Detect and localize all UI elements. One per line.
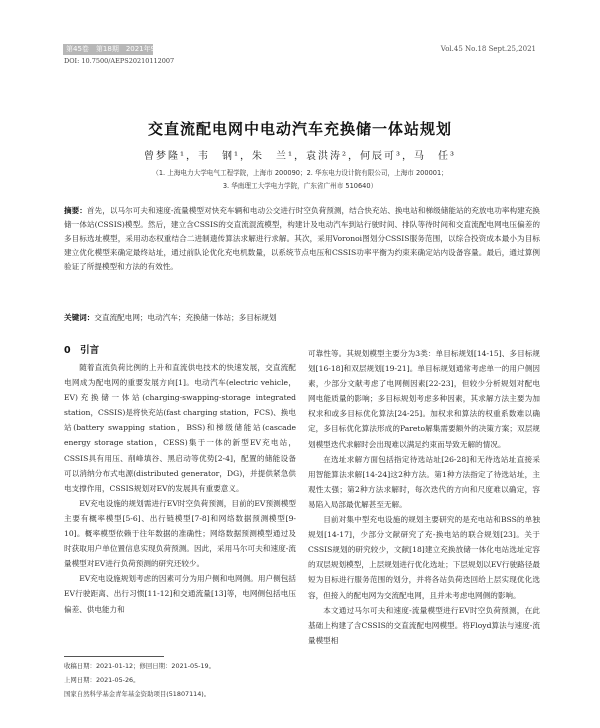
footnote-funding: 国家自然科学基金青年基金资助项目(51807114)。 bbox=[64, 690, 211, 698]
paragraph: 本文通过马尔可夫和速度-流量模型进行EV时空负荷预测，在此基础上构建了含CSSIS的交直流配电网模型。将Floyd算法与速度-流量模型相 bbox=[308, 605, 540, 645]
paragraph: EV充电设施规划考虑的因素可分为用户侧和电网侧。用户侧包括EV行驶距离、出行习惯[11-12]和交通流量[13]等，电网侧包括电压偏差、供电能力和 bbox=[64, 574, 296, 614]
paper-title: 交直流配电网中电动汽车充换储一体站规划 bbox=[147, 120, 452, 138]
paragraph: 随着直流负荷比例的上升和直流供电技术的快速发展，交直流配电网成为配电网的重要发展方向[1]。电动汽车(electric vehicle，EV)充换储一体站(charging-swapping-storage integrated station，CSSIS)是将快充站(fast charging station，FCS)、换电站(battery swapping station，BSS)和梯级储能站(cascade energy storage station，CESS)集于一体的新型EV充电站，CSSIS具有用压、削峰填谷、黑启动等优势[2-4]，配置的储能设备可以消纳分布式电源(distributed generator，DG)，并提供紧急供电支撑作用，CSSIS规划对EV的发展具有重要意义。 bbox=[64, 363, 296, 493]
footnote-online: 上网日期：2021-05-26。 bbox=[64, 676, 140, 684]
paragraph: EV充电设施的规划需进行EV时空负荷预测，目前的EV预测模型主要有概率模型[5-6]、出行链模型[7-8]和网络数据预测模型[9-10]。概率模型依赖于往年数据的准确性；网络数据预测模型通过及时获取用户单位置信息实现负荷预测。因此，采用马尔可夫和速度-流量模型对EV进行负荷预测的研究还较少。 bbox=[64, 498, 296, 569]
paragraph: 可靠性等。其规划模型主要分为3类：单目标规划[14-15]、多目标规划[16-18]和双层规划[19-21]。单目标规划通常考虑单一的用户侧因素，少部分文献考虑了电网侧因素[22-23]，但较少分析规划对配电网电能质量的影响；多目标规划考虑多种因素，其求解方法主要为加权求和或多目标优化算法[24-25]。加权求和算法的权重系数难以确定，多目标优化算法形成的Pareto解集需要额外的决策方案；双层规划模型迭代求解时会出现难以满足约束而导致无解的情况。 bbox=[308, 349, 540, 449]
journal-issue: 第45卷 第18期 2021年9月25日 bbox=[66, 45, 178, 53]
paragraph: 目前对集中型充电设施的规划主要研究的是充电站和BSS的单独规划[14-17]，少部分文献研究了充-换电站的联合规划[23]。关于CSSIS规划的研究较少，文献[18]建立充换放储一体化电站选址定容的双层规划模型，上层规划进行优化选址；下层规划以EV行驶路径最短为目标进行服务范围的划分，并将各站负荷迭回给上层实现优化选容，但接入的配电网为交流配电网，且并未考虑电网侧的影响。 bbox=[308, 515, 540, 600]
keywords-text: 交直流配电网；电动汽车；充换储一体站；多目标规划 bbox=[94, 313, 277, 322]
keywords-label: 关键词： bbox=[64, 313, 95, 322]
footnote-divider bbox=[64, 656, 164, 657]
authors: 曾梦隆¹，韦 钢¹，朱 兰¹，袁洪涛²，何辰可³，马 任³ bbox=[143, 151, 457, 162]
journal-volume-en: Vol.45 No.18 Sept.25,2021 bbox=[440, 45, 536, 53]
left-column bbox=[64, 360, 296, 652]
affiliation-line-1: （1. 上海电力大学电气工程学院，上海市 200090；2. 华东电力设计院有限公司，上海市 200001； bbox=[152, 169, 448, 177]
keywords bbox=[64, 312, 540, 323]
doi: DOI: 10.7500/AEPS20210112007 bbox=[64, 57, 175, 65]
abstract bbox=[64, 204, 540, 274]
right-column bbox=[308, 346, 540, 726]
abstract-text: 首先，以马尔可夫和速度-流量模型对快充车辆和电动公交进行时空负荷预测，结合快充站、换电站和梯级储能站的充放电功率构建充换储一体站(CSSIS)模型。然后，建立含CSSIS的交直流混流模型，构建计及电动汽车到站行驶时间、排队等待时间和交直流配电网电压偏差的多目标选址模型，采用动态权重结合二进制遗传算法求解进行求解。其次，采用Voronoi图划分CSSIS服务范围，以综合投资成本最小为目标建立优化模型来确定最终站址，通过前队论优化充电机数量，以系统节点电压和CSSIS功率平衡为约束来确定站内设备容量。最后，通过算例验证了所提模型和方法的有效性。 bbox=[64, 206, 541, 271]
paragraph: 在选址求解方面包括指定待选站址[26-28]和无待选站址直接采用智能算法求解[14-24]这2种方法。第1种方法指定了待选站址，主观性太强；第2种方法求解时，每次迭代的方向和尺度难以确定，容易陷入局部最优解甚至无解。 bbox=[308, 454, 540, 509]
affiliation-line-2: 3. 华南理工大学电力学院，广东省广州市 510640） bbox=[222, 182, 378, 190]
section-heading: 0 引言 bbox=[64, 345, 100, 356]
abstract-label: 摘要： bbox=[64, 206, 87, 215]
footnote-received: 收稿日期：2021-01-12；修回日期：2021-05-19。 bbox=[64, 662, 215, 670]
